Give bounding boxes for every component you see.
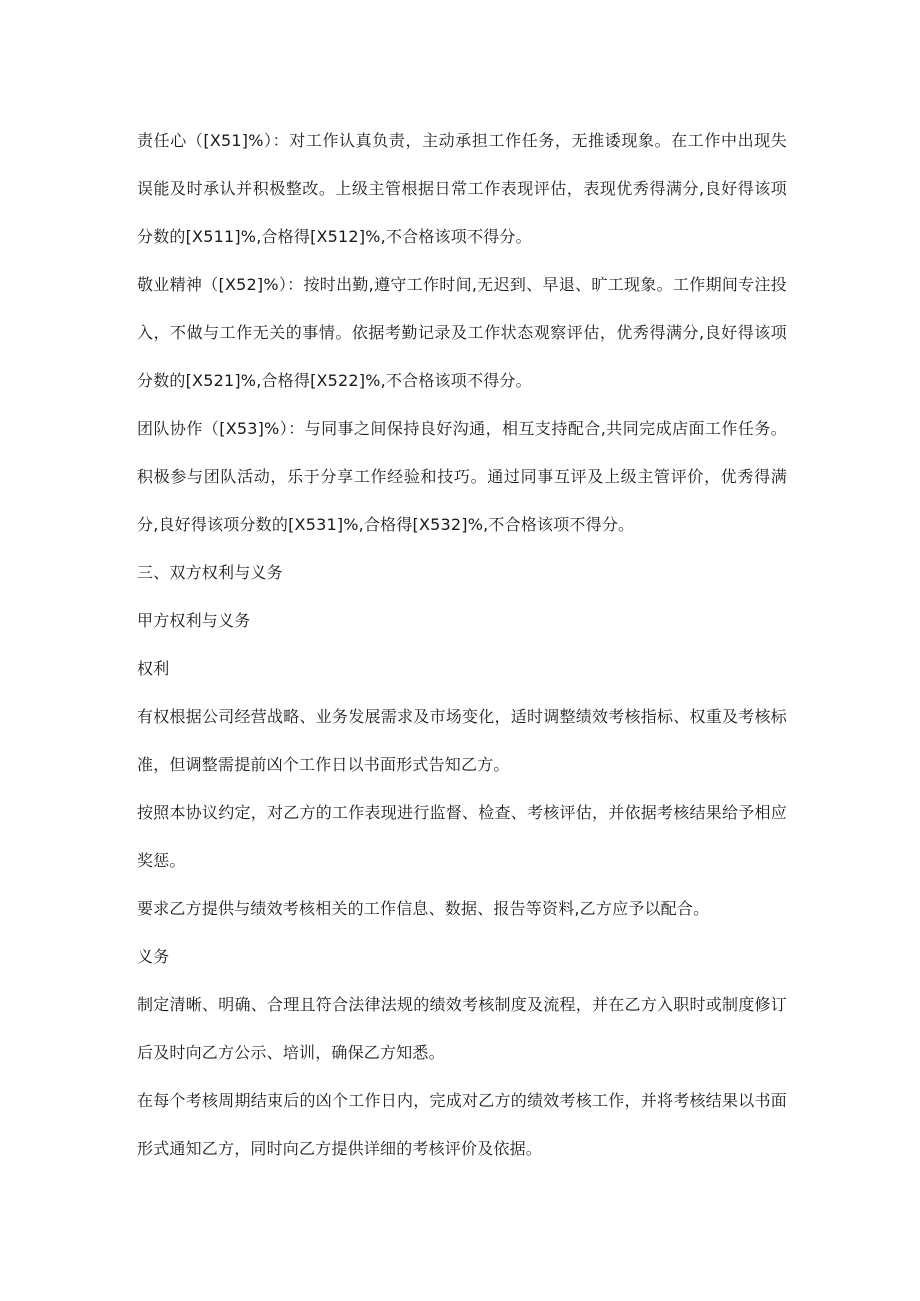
subheading-rights: 权利 — [137, 659, 170, 678]
paragraph-obligation-system: 制定清晰、明确、合理且符合法律法规的绩效考核制度及流程，并在乙方入职时或制度修订后及时向乙方公示、培训，确保乙方知悉。 — [137, 995, 787, 1062]
paragraph-right-supervise: 按照本协议约定，对乙方的工作表现进行监督、检查、考核评估，并依据考核结果给予相应奖惩。 — [137, 803, 787, 870]
subheading-obligations: 义务 — [137, 947, 170, 966]
subheading-party-a: 甲方权利与义务 — [137, 611, 251, 630]
section-heading-rights-obligations: 三、双方权利与义务 — [137, 563, 283, 582]
document-page — [137, 117, 787, 1173]
paragraph-right-request-info: 要求乙方提供与绩效考核相关的工作信息、数据、报告等资料,乙方应予以配合。 — [137, 899, 710, 918]
paragraph-obligation-evaluate: 在每个考核周期结束后的凶个工作日内，完成对乙方的绩效考核工作，并将考核结果以书面形式通知乙方，同时向乙方提供详细的考核评价及依据。 — [137, 1091, 787, 1158]
paragraph-responsibility: 责任心（[X51]%）：对工作认真负责，主动承担工作任务，无推诿现象。在工作中出现失误能及时承认并积极整改。上级主管根据日常工作表现评估，表现优秀得满分,良好得该项分数的[X511]%,合格得[X512]%,不合格该项不得分。 — [137, 131, 787, 246]
paragraph-teamwork: 团队协作（[X53]%）：与同事之间保持良好沟通，相互支持配合,共同完成店面工作任务。积极参与团队活动，乐于分享工作经验和技巧。通过同事互评及上级主管评价，优秀得满分,良好得该项分数的[X531]%,合格得[X532]%,不合格该项不得分。 — [137, 419, 787, 534]
paragraph-right-adjust: 有权根据公司经营战略、业务发展需求及市场变化，适时调整绩效考核指标、权重及考核标准，但调整需提前凶个工作日以书面形式告知乙方。 — [137, 707, 787, 774]
paragraph-dedication: 敬业精神（[X52]%）：按时出勤,遵守工作时间,无迟到、早退、旷工现象。工作期间专注投入，不做与工作无关的事情。依据考勤记录及工作状态观察评估，优秀得满分,良好得该项分数的[X521]%,合格得[X522]%,不合格该项不得分。 — [137, 275, 787, 390]
